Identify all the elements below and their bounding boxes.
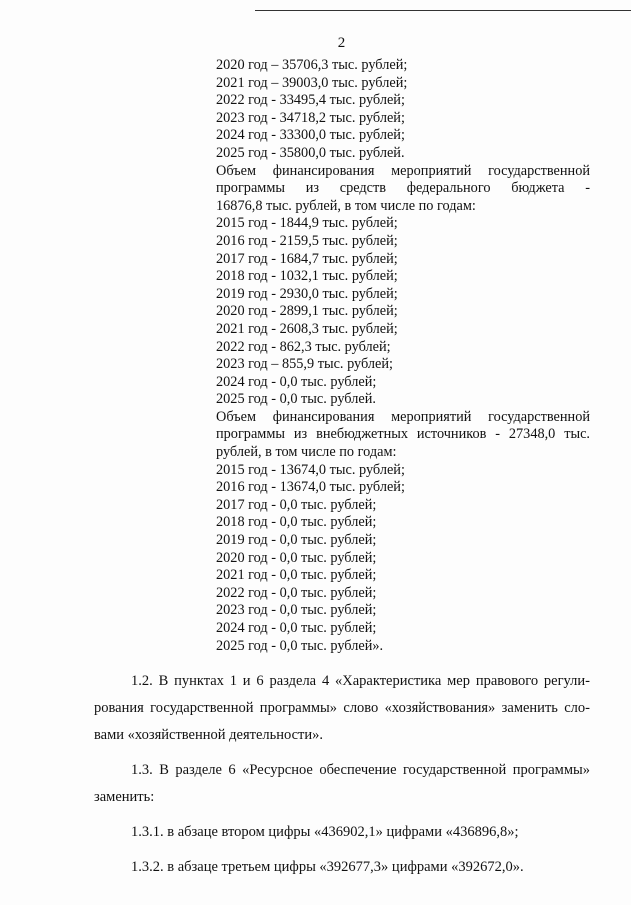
federal-line: 2016 год - 2159,5 тыс. рублей; — [216, 232, 398, 249]
federal-line: 2025 год - 0,0 тыс. рублей. — [216, 391, 376, 408]
extra-line: 2019 год - 0,0 тыс. рублей; — [216, 532, 377, 549]
paragraph-1-3-2: 1.3.2. в абзаце третьем цифры «392677,3» цифрами «392672,0». — [131, 859, 524, 875]
funding-line: 2025 год - 35800,0 тыс. рублей. — [216, 144, 405, 161]
federal-line: 2024 год - 0,0 тыс. рублей; — [216, 373, 377, 390]
paragraph-1-2-line: вами «хозяйственной деятельности». — [94, 727, 324, 743]
federal-intro-line: Объем финансирования мероприятий государственной — [216, 162, 590, 179]
federal-line: 2018 год - 1032,1 тыс. рублей; — [216, 268, 398, 285]
extra-intro-line: Объем финансирования мероприятий государственной — [216, 408, 590, 425]
extra-line: 2022 год - 0,0 тыс. рублей; — [216, 584, 377, 601]
federal-intro-line: 16876,8 тыс. рублей, в том числе по годам: — [216, 197, 476, 214]
paragraph-1-3-1: 1.3.1. в абзаце втором цифры «436902,1» цифрами «436896,8»; — [131, 824, 519, 840]
federal-line: 2023 год – 855,9 тыс. рублей; — [216, 356, 394, 373]
extra-line: 2025 год - 0,0 тыс. рублей». — [216, 637, 384, 654]
paragraph-1-3-line: 1.3. В разделе 6 «Ресурсное обеспечение государственной программы» — [131, 762, 590, 778]
extra-line: 2017 год - 0,0 тыс. рублей; — [216, 496, 377, 513]
extra-line: 2020 год - 0,0 тыс. рублей; — [216, 549, 377, 566]
extra-line: 2015 год - 13674,0 тыс. рублей; — [216, 461, 405, 478]
federal-line: 2020 год - 2899,1 тыс. рублей; — [216, 303, 398, 320]
federal-line: 2017 год - 1684,7 тыс. рублей; — [216, 250, 398, 267]
funding-line: 2021 год – 39003,0 тыс. рублей; — [216, 74, 408, 91]
extra-line: 2018 год - 0,0 тыс. рублей; — [216, 514, 377, 531]
paragraph-1-3-line: заменить: — [94, 789, 155, 805]
paragraph-1-2-line: 1.2. В пунктах 1 и 6 раздела 4 «Характеристика мер правового регули- — [131, 673, 590, 689]
extra-line: 2023 год - 0,0 тыс. рублей; — [216, 602, 377, 619]
extra-line: 2016 год - 13674,0 тыс. рублей; — [216, 479, 405, 496]
funding-line: 2023 год - 34718,2 тыс. рублей; — [216, 109, 405, 126]
page-number: 2 — [337, 35, 346, 51]
extra-line: 2021 год - 0,0 тыс. рублей; — [216, 567, 377, 584]
extra-intro-line: программы из внебюджетных источников - 27348,0 тыс. — [216, 426, 590, 443]
funding-line: 2024 год - 33300,0 тыс. рублей; — [216, 127, 405, 144]
funding-years-block — [216, 57, 590, 655]
amendments-section — [94, 668, 590, 881]
federal-intro-line: программы из средств федерального бюджета - — [216, 180, 590, 197]
extra-line: 2024 год - 0,0 тыс. рублей; — [216, 620, 377, 636]
paragraph-1-2-line: рования государственной программы» слово «хозяйствования» заменить сло- — [94, 700, 590, 716]
funding-line: 2020 год – 35706,3 тыс. рублей; — [216, 57, 408, 73]
federal-line: 2015 год - 1844,9 тыс. рублей; — [216, 215, 398, 232]
top-rule — [255, 10, 631, 11]
federal-line: 2021 год - 2608,3 тыс. рублей; — [216, 320, 398, 337]
federal-line: 2022 год - 862,3 тыс. рублей; — [216, 338, 391, 355]
federal-line: 2019 год - 2930,0 тыс. рублей; — [216, 285, 398, 302]
extra-intro-line: рублей, в том числе по годам: — [216, 444, 397, 461]
funding-line: 2022 год - 33495,4 тыс. рублей; — [216, 92, 405, 109]
